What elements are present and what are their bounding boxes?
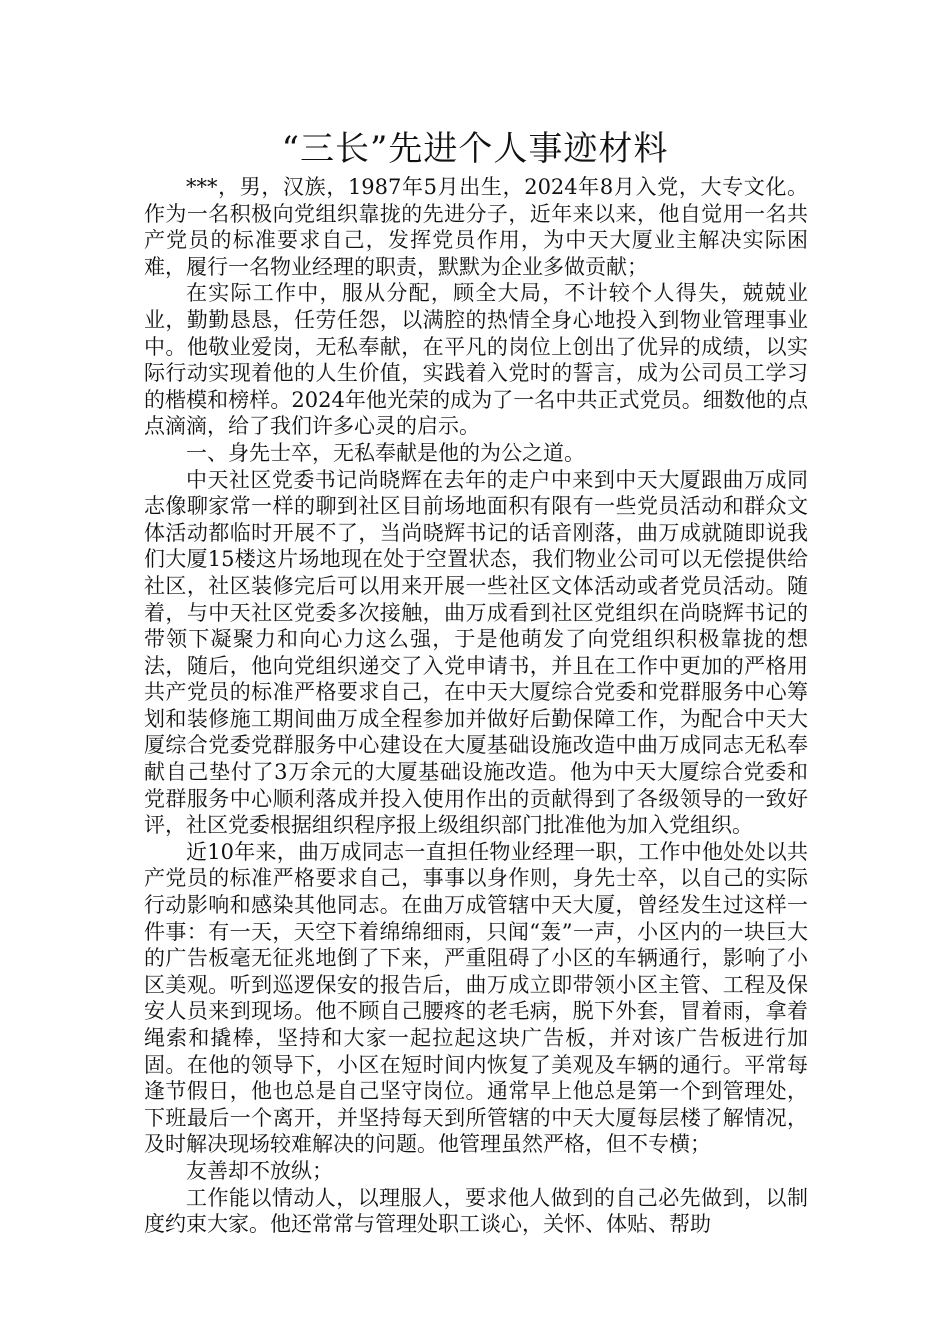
document-title: “三长”先进个人事迹材料 bbox=[281, 129, 669, 169]
paragraph-intro: ***，男，汉族，1987年5月出生，2024年8月入党，大专文化。作为一名积极向党组织靠拢的先进分子，近年来以来，他自觉用一名共产党员的标准要求自己，发挥党员作用，为中天大厦业主解决实际困难，履行一名物业经理的职责，默默为企业多做贡献； bbox=[144, 175, 808, 279]
paragraph-manager: 近10年来，曲万成同志一直担任物业经理一职，工作中他处处以共产党员的标准严格要求自己，事事以身作则，身先士卒，以自己的实际行动影响和感染其他同志。在曲万成管辖中天大厦，曾经发生过这样一件事：有一天，天空下着绵绵细雨，只闻“轰”一声，小区内的一块巨大的广告板毫无征兆地倒了下来，严重阻碍了小区的车辆通行，影响了小区美观。听到巡逻保安的报告后，曲万成立即带领小区主管、工程及保安人员来到现场。他不顾自己腰疼的老毛病，脱下外套，冒着雨，拿着绳索和撬棒，坚持和大家一起拉起这块广告板，并对该广告板进行加固。在他的领导下，小区在短时间内恢复了美观及车辆的通行。平常每逢节假日，他也总是自己坚守岗位。通常早上他总是第一个到管理处，下班最后一个离开，并坚持每天到所管辖的中天大厦每层楼了解情况，及时解决现场较难解决的问题。他管理虽然严格，但不专横； bbox=[144, 839, 808, 1157]
paragraph-emotion: 工作能以情动人，以理服人，要求他人做到的自己必先做到，以制度约束大家。他还常常与管理处职工谈心，关怀、体贴、帮助 bbox=[144, 1185, 808, 1237]
section-heading-one: 一、身先士卒，无私奉献是他的为公之道。 bbox=[186, 440, 585, 465]
paragraph-friendly: 友善却不放纵； bbox=[186, 1158, 333, 1183]
paragraph-community: 中天社区党委书记尚晓辉在去年的走户中来到中天大厦跟曲万成同志像聊家常一样的聊到社区目前场地面积有限有一些党员活动和群众文体活动都临时开展不了，当尚晓辉书记的话音刚落，曲万成就随即说我们大厦15楼这片场地现在处于空置状态，我们物业公司可以无偿提供给社区，社区装修完后可以用来开展一些社区文体活动或者党员活动。随着，与中天社区党委多次接触，曲万成看到社区党组织在尚晓辉书记的带领下凝聚力和向心力这么强，于是他萌发了向党组织积极靠拢的想法，随后，他向党组织递交了入党申请书，并且在工作中更加的严格用共产党员的标准严格要求自己，在中天大厦综合党委和党群服务中心筹划和装修施工期间曲万成全程参加并做好后勤保障工作，为配合中天大厦综合党委党群服务中心建设在大厦基础设施改造中曲万成同志无私奉献自己垫付了3万余元的大厦基础设施改造。他为中天大厦综合党委和党群服务中心顺利落成并投入使用作出的贡献得到了各级领导的一致好评，社区党委根据组织程序报上级组织部门批准他为加入党组织。 bbox=[144, 467, 808, 838]
paragraph-work: 在实际工作中，服从分配，顾全大局，不计较个人得失，兢兢业业，勤勤恳恳，任劳任怨，以满腔的热情全身心地投入到物业管理事业中。他敬业爱岗，无私奉献，在平凡的岗位上创出了优异的成绩，以实际行动实现着他的人生价值，实践着入党时的誓言，成为公司员工学习的楷模和榜样。2024年他光荣的成为了一名中共正式党员。细数他的点点滴滴，给了我们许多心灵的启示。 bbox=[144, 281, 808, 439]
document-body bbox=[144, 174, 808, 1238]
